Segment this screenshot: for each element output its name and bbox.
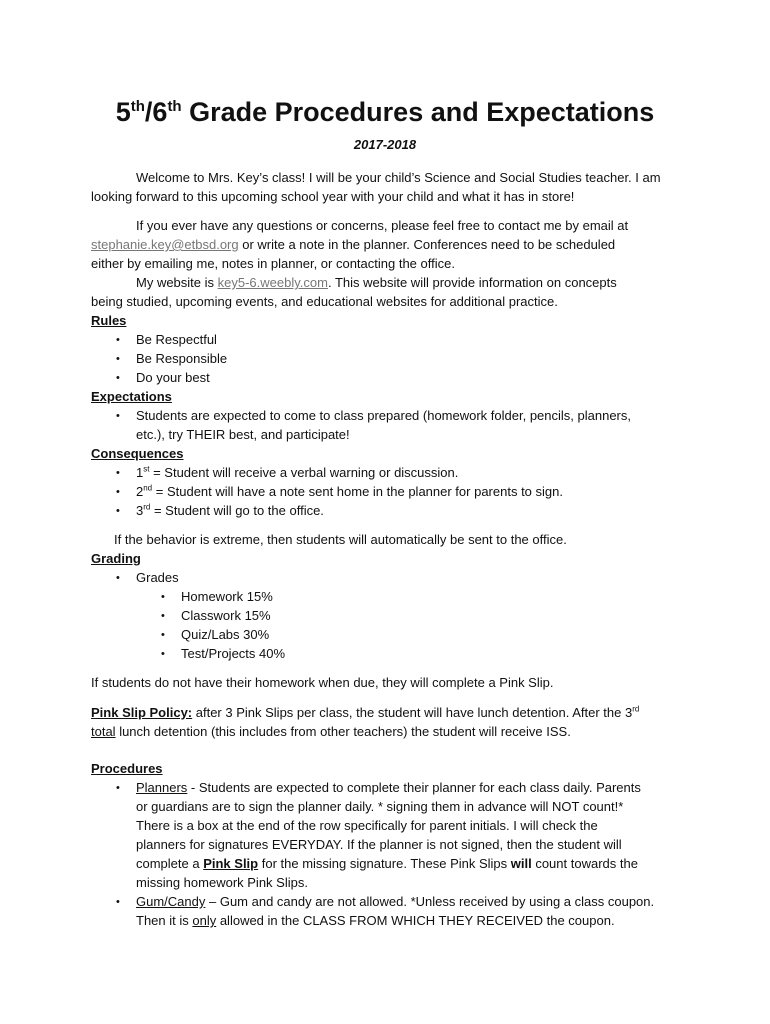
intro-p3-line1: My website is key5-6.weebly.com. This website will provide information on concepts — [136, 275, 617, 290]
grade-weight-item: Test/Projects 40% — [181, 646, 286, 661]
bullet-icon: • — [116, 505, 120, 517]
bullet-icon: • — [116, 410, 120, 422]
grades-label: Grades — [136, 570, 179, 585]
gum-candy-line1: Gum/Candy – Gum and candy are not allowed. *Unless received by using a class coupon. — [136, 894, 655, 909]
consequence-item: 2nd = Student will have a note sent home in the planner for parents to sign. — [136, 483, 563, 499]
intro-p1-line2: looking forward to this upcoming school year with your child and what it has in store! — [91, 189, 575, 204]
rule-item: Be Respectful — [136, 332, 217, 347]
planners-line3: There is a box at the end of the row specifically for parent initials. I will check the — [136, 818, 598, 833]
grading-heading: Grading — [91, 551, 141, 566]
sub-bullet-icon: • — [161, 591, 165, 603]
page-title: 5th/6th Grade Procedures and Expectations — [115, 97, 655, 127]
intro-p3-line2: being studied, upcoming events, and educational websites for additional practice. — [91, 294, 558, 309]
procedures-heading: Procedures — [91, 761, 163, 776]
planners-line1: Planners - Students are expected to complete their planner for each class daily. Parents — [136, 780, 641, 795]
sub-bullet-icon: • — [161, 629, 165, 641]
pink-slip-policy-line2: total lunch detention (this includes from other teachers) the student will receive ISS. — [91, 724, 571, 739]
expectations-heading: Expectations — [91, 389, 172, 404]
rule-item: Do your best — [136, 370, 210, 385]
bullet-icon: • — [116, 896, 120, 908]
bullet-icon: • — [116, 334, 120, 346]
gum-candy-line2: Then it is only allowed in the CLASS FROM WHICH THEY RECEIVED the coupon. — [136, 913, 615, 928]
planners-line2: or guardians are to sign the planner daily. * signing them in advance will NOT count!* — [136, 799, 624, 814]
planners-line4: planners for signatures EVERYDAY. If the planner is not signed, then the student will — [136, 837, 622, 852]
bullet-icon: • — [116, 782, 120, 794]
website-link[interactable]: key5-6.weebly.com — [217, 275, 328, 290]
consequences-heading: Consequences — [91, 446, 184, 461]
pink-slip-policy-label: Pink Slip Policy: — [91, 705, 193, 720]
bullet-icon: • — [116, 467, 120, 479]
consequence-item: 1st = Student will receive a verbal warning or discussion. — [136, 464, 459, 480]
intro-p1-line1: Welcome to Mrs. Key’s class! I will be your child’s Science and Social Studies teacher. I am — [136, 170, 661, 185]
planners-line6: missing homework Pink Slips. — [136, 875, 308, 890]
grade-weight-item: Quiz/Labs 30% — [181, 627, 270, 642]
intro-p2-line3: either by emailing me, notes in planner, or contacting the office. — [91, 256, 455, 271]
intro-p2-line2: stephanie.key@etbsd.org or write a note in the planner. Conferences need to be scheduled — [91, 237, 616, 252]
intro-p2-line1: If you ever have any questions or concerns, please feel free to contact me by email at — [136, 218, 629, 233]
grade-weight-item: Homework 15% — [181, 589, 273, 604]
rule-item: Be Responsible — [136, 351, 228, 366]
school-year: 2017-2018 — [353, 137, 417, 152]
bullet-icon: • — [116, 572, 120, 584]
extreme-behavior-note: If the behavior is extreme, then students will automatically be sent to the office. — [114, 532, 567, 547]
bullet-icon: • — [116, 486, 120, 498]
rules-heading: Rules — [91, 313, 127, 328]
planners-line5: complete a Pink Slip for the missing signature. These Pink Slips will count towards the — [136, 856, 638, 871]
expectation-item-line2: etc.), try THEIR best, and participate! — [136, 427, 350, 442]
email-link[interactable]: stephanie.key@etbsd.org — [91, 237, 239, 252]
expectation-item-line1: Students are expected to come to class prepared (homework folder, pencils, planners, — [136, 408, 631, 423]
sub-bullet-icon: • — [161, 610, 165, 622]
sub-bullet-icon: • — [161, 648, 165, 660]
homework-note: If students do not have their homework when due, they will complete a Pink Slip. — [91, 675, 554, 690]
bullet-icon: • — [116, 372, 120, 384]
pink-slip-policy-line1: Pink Slip Policy: after 3 Pink Slips per class, the student will have lunch detention. After the 3rd — [91, 704, 640, 720]
consequence-item: 3rd = Student will go to the office. — [136, 502, 324, 518]
bullet-icon: • — [116, 353, 120, 365]
grade-weight-item: Classwork 15% — [181, 608, 271, 623]
